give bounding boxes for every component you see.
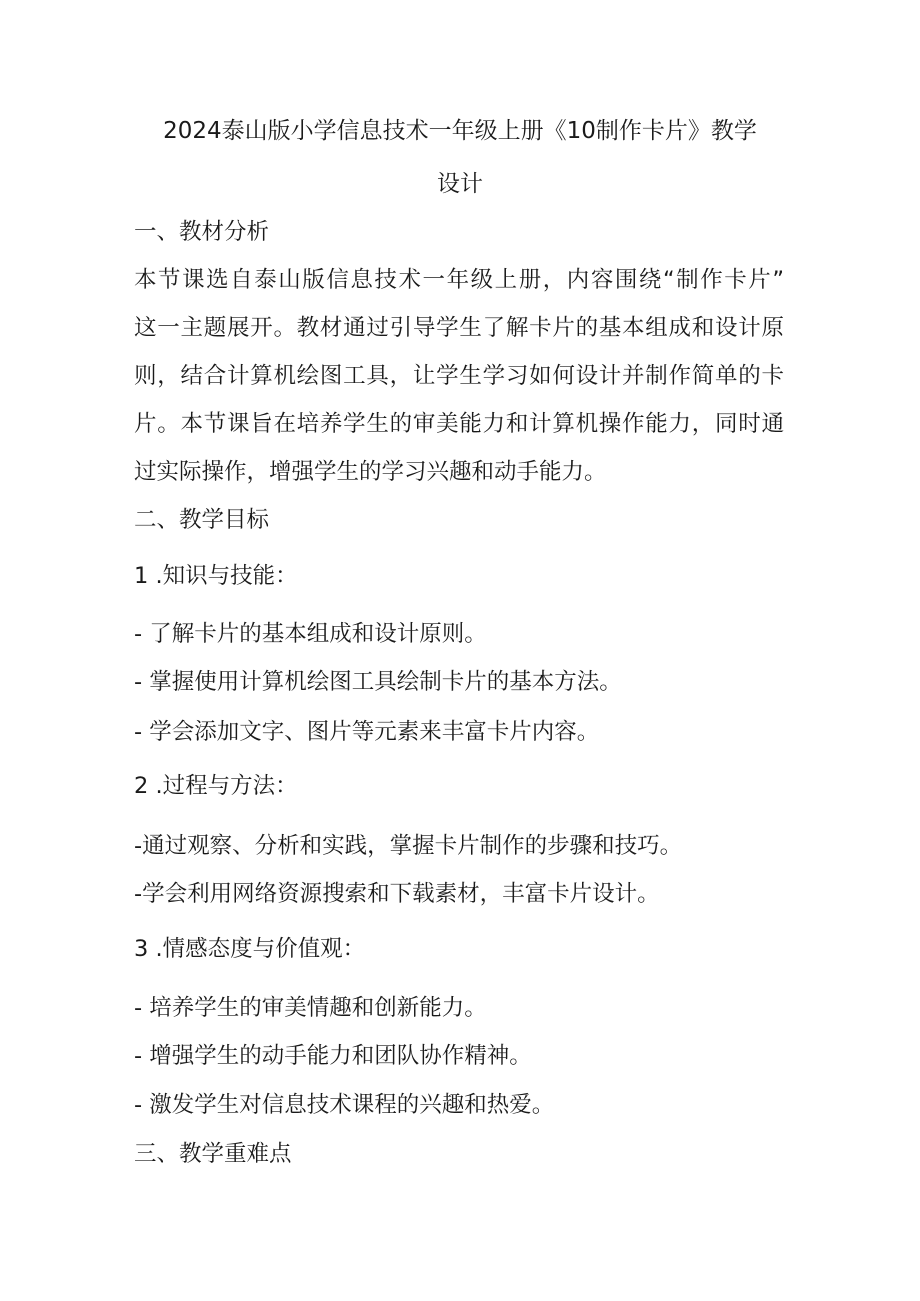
list-item: - 掌握使用计算机绘图工具绘制卡片的基本方法。 — [134, 669, 622, 695]
list-item: - 增强学生的动手能力和团队协作精神。 — [134, 1043, 532, 1069]
section-heading-materials-analysis: 一、教材分析 — [134, 219, 270, 245]
paragraph-line: 这一主题展开。教材通过引导学生了解卡片的基本组成和设计原 — [134, 315, 784, 341]
paragraph-line: 则，结合计算机绘图工具，让学生学习如何设计并制作简单的卡 — [134, 363, 784, 389]
paragraph-line: 片。本节课旨在培养学生的审美能力和计算机操作能力，同时通 — [134, 411, 784, 437]
list-item: - 了解卡片的基本组成和设计原则。 — [134, 621, 487, 647]
paragraph-line: 本节课选自泰山版信息技术一年级上册，内容围绕“制作卡片” — [134, 267, 784, 293]
section-heading-teaching-goals: 二、教学目标 — [134, 507, 270, 533]
list-item: -通过观察、分析和实践，掌握卡片制作的步骤和技巧。 — [134, 833, 683, 859]
document-title-line-1: 2024泰山版小学信息技术一年级上册《10制作卡片》教学 — [163, 118, 757, 144]
paragraph-line: 过实际操作，增强学生的学习兴趣和动手能力。 — [134, 459, 607, 485]
subheading-knowledge-skills: 1 .知识与技能： — [134, 563, 298, 589]
list-item: -学会利用网络资源搜索和下载素材，丰富卡片设计。 — [134, 881, 660, 907]
subheading-attitudes-values: 3 .情感态度与价值观： — [134, 936, 366, 962]
list-item: - 培养学生的审美情趣和创新能力。 — [134, 995, 487, 1021]
list-item: - 激发学生对信息技术课程的兴趣和热爱。 — [134, 1092, 555, 1118]
subheading-process-methods: 2 .过程与方法： — [134, 773, 298, 799]
document-title-line-2: 设计 — [437, 171, 483, 197]
section-heading-key-difficulties: 三、教学重难点 — [134, 1141, 292, 1167]
list-item: - 学会添加文字、图片等元素来丰富卡片内容。 — [134, 719, 600, 745]
